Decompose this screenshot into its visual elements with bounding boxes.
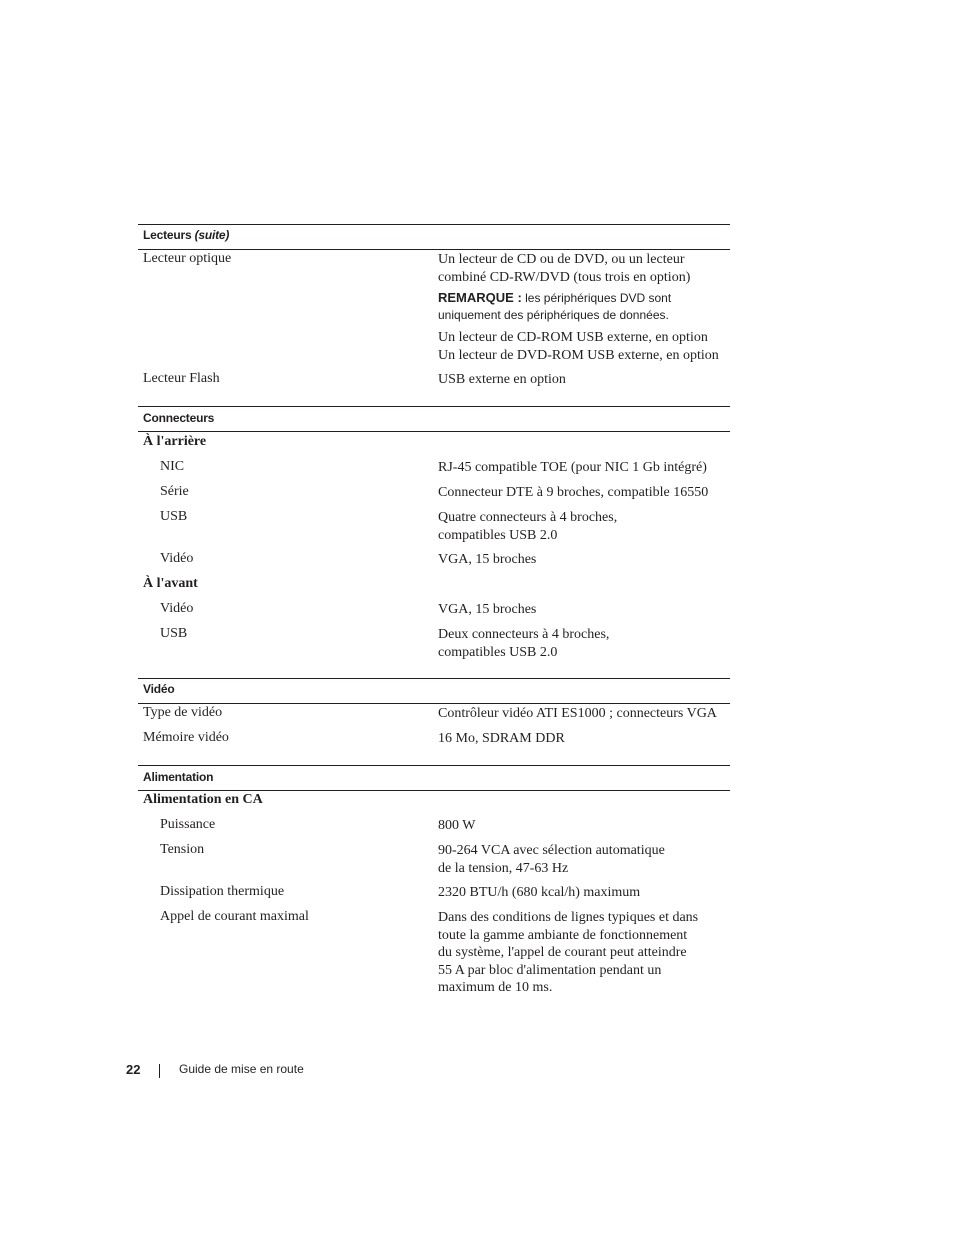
spec-label-front-video: Vidéo bbox=[160, 601, 194, 616]
spec-value-nic: RJ-45 compatible TOE (pour NIC 1 Gb intégré) bbox=[438, 460, 707, 475]
spec-label-inrush-current: Appel de courant maximal bbox=[160, 909, 309, 924]
subheading-ac-power: Alimentation en CA bbox=[143, 792, 263, 807]
section-bottom-rule bbox=[138, 703, 730, 704]
note-label: REMARQUE : bbox=[438, 290, 522, 305]
spec-value-front-usb bbox=[438, 626, 730, 661]
value-line: Deux connecteurs à 4 broches, bbox=[438, 627, 610, 642]
value-line: Un lecteur de CD ou de DVD, ou un lecteur bbox=[438, 252, 685, 267]
note-text: uniquement des périphériques de données. bbox=[438, 308, 669, 322]
section-bottom-rule bbox=[138, 249, 730, 250]
value-line: du système, l'appel de courant peut atteindre bbox=[438, 945, 687, 960]
section-top-rule bbox=[138, 406, 730, 407]
spec-value-video-memory: 16 Mo, SDRAM DDR bbox=[438, 731, 565, 746]
spec-label-rear-usb: USB bbox=[160, 509, 188, 524]
note-text: les périphériques DVD sont bbox=[521, 291, 672, 305]
section-top-rule bbox=[138, 678, 730, 679]
section-top-rule bbox=[138, 224, 730, 225]
spec-label-rear-video: Vidéo bbox=[160, 551, 194, 566]
value-line: Un lecteur de DVD-ROM USB externe, en option bbox=[438, 347, 719, 363]
section-bottom-rule bbox=[138, 790, 730, 791]
section-title-connectors: Connecteurs bbox=[143, 411, 215, 425]
spec-value-inrush-current bbox=[438, 909, 730, 997]
section-top-rule bbox=[138, 765, 730, 766]
section-title-video: Vidéo bbox=[143, 682, 175, 696]
value-line: toute la gamme ambiante de fonctionnement bbox=[438, 927, 688, 943]
value-line: 90-264 VCA avec sélection automatique bbox=[438, 843, 665, 858]
spec-label-flash-drive: Lecteur Flash bbox=[143, 371, 220, 386]
spec-value-voltage bbox=[438, 842, 730, 877]
spec-value-serial: Connecteur DTE à 9 broches, compatible 16550 bbox=[438, 485, 709, 500]
subheading-front: À l'avant bbox=[143, 576, 198, 591]
spec-value-front-video: VGA, 15 broches bbox=[438, 602, 537, 617]
spec-label-heat-dissipation: Dissipation thermique bbox=[160, 884, 285, 899]
spec-label-video-type: Type de vidéo bbox=[143, 705, 223, 720]
note-dvd-data-only bbox=[438, 289, 671, 324]
footer-document-title: Guide de mise en route bbox=[179, 1062, 304, 1076]
value-line: Quatre connecteurs à 4 broches, bbox=[438, 510, 618, 525]
spec-label-serial: Série bbox=[160, 484, 189, 499]
spec-value-wattage: 800 W bbox=[438, 818, 476, 833]
spec-value-heat-dissipation: 2320 BTU/h (680 kcal/h) maximum bbox=[438, 885, 641, 900]
spec-label-voltage: Tension bbox=[160, 842, 205, 857]
value-line: 55 A par bloc d'alimentation pendant un bbox=[438, 962, 662, 978]
spec-label-video-memory: Mémoire vidéo bbox=[143, 730, 229, 745]
section-title-power: Alimentation bbox=[143, 770, 214, 784]
spec-value-optical-external bbox=[438, 329, 730, 364]
page-number: 22 bbox=[126, 1062, 141, 1077]
spec-value-rear-usb bbox=[438, 509, 730, 544]
section-title-suffix: (suite) bbox=[194, 228, 230, 242]
value-line: Un lecteur de CD-ROM USB externe, en option bbox=[438, 330, 708, 345]
spec-label-nic: NIC bbox=[160, 459, 185, 474]
spec-value-video-type: Contrôleur vidéo ATI ES1000 ; connecteurs VGA bbox=[438, 706, 717, 721]
subheading-rear: À l'arrière bbox=[143, 434, 207, 449]
footer-separator bbox=[159, 1064, 160, 1078]
value-line: compatibles USB 2.0 bbox=[438, 644, 558, 660]
value-line: Dans des conditions de lignes typiques et dans bbox=[438, 910, 699, 925]
spec-value-optical-drive bbox=[438, 251, 730, 286]
value-line: de la tension, 47-63 Hz bbox=[438, 860, 569, 876]
spec-label-optical-drive: Lecteur optique bbox=[143, 251, 232, 266]
value-line: maximum de 10 ms. bbox=[438, 980, 553, 995]
spec-value-flash-drive: USB externe en option bbox=[438, 372, 566, 387]
value-line: compatibles USB 2.0 bbox=[438, 527, 558, 543]
section-bottom-rule bbox=[138, 431, 730, 432]
section-title-drives: Lecteurs (suite) bbox=[143, 228, 230, 242]
value-line: combiné CD-RW/DVD (tous trois en option) bbox=[438, 269, 691, 285]
spec-label-front-usb: USB bbox=[160, 626, 188, 641]
spec-label-wattage: Puissance bbox=[160, 817, 216, 832]
spec-value-rear-video: VGA, 15 broches bbox=[438, 552, 537, 567]
